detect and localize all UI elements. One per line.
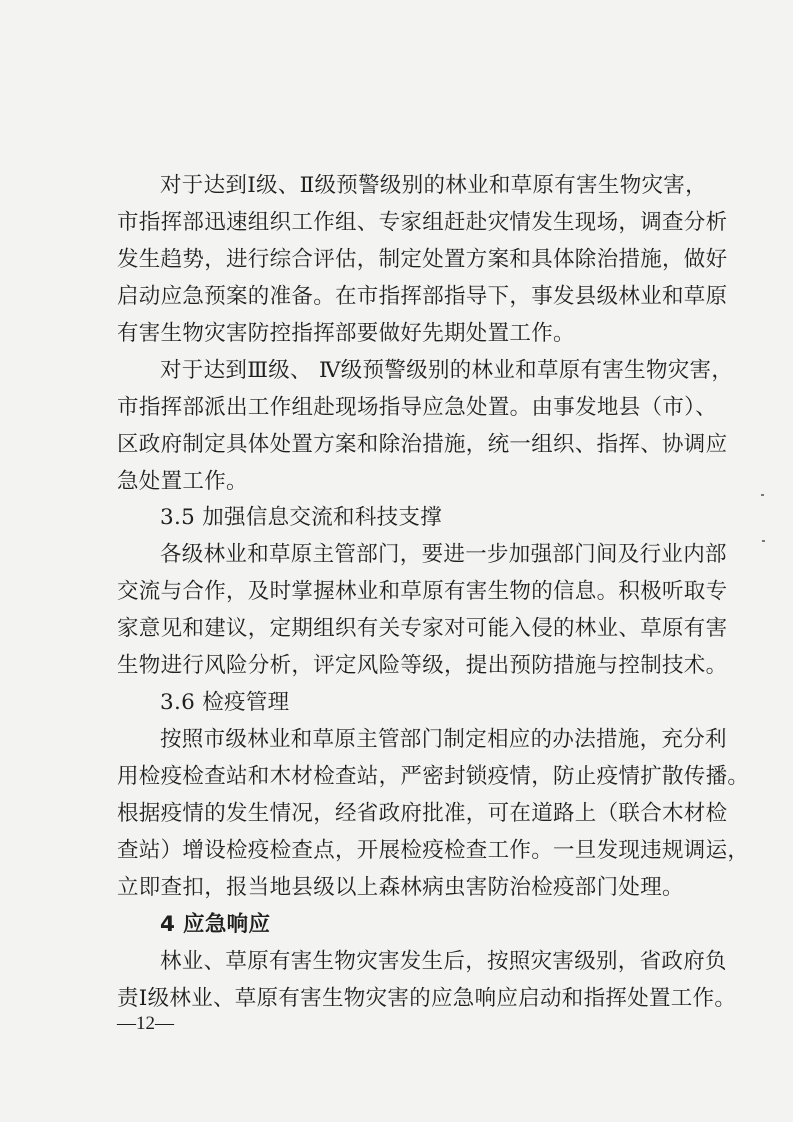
paragraph-line: 用检疫检查站和木材检查站，严密封锁疫情，防止疫情扩散传播。 [117,764,750,789]
paragraph-line: 家意见和建议，定期组织有关专家对可能入侵的林业、草原有害 [117,616,728,641]
section-heading-3-5: 3.5 加强信息交流和科技支撑 [160,505,443,530]
paragraph-line: 有害生物灾害防控指挥部要做好先期处置工作。 [117,321,575,346]
paragraph-line: 急处置工作。 [117,469,248,494]
paragraph-line: 对于达到Ⅲ级、 Ⅳ级预警级别的林业和草原有害生物灾害， [160,358,734,383]
paragraph-line: 根据疫情的发生情况，经省政府批准，可在道路上（联合木材检 [117,801,728,826]
paragraph-line: 生物进行风险分析，评定风险等级，提出预防措施与控制技术。 [117,653,728,678]
paragraph-line: 启动应急预案的准备。在市指挥部指导下，事发县级林业和草原 [117,284,728,309]
paragraph-line: 立即查扣，报当地县级以上森林病虫害防治检疫部门处理。 [117,875,684,900]
scan-speck [762,540,765,542]
paragraph-line: 交流与合作，及时掌握林业和草原有害生物的信息。积极听取专 [117,579,728,604]
page-number: —12— [117,1013,174,1034]
paragraph-line: 市指挥部派出工作组赴现场指导应急处置。由事发地县（市）、 [117,395,717,420]
paragraph-line: 责Ⅰ级林业、草原有害生物灾害的应急响应启动和指挥处置工作。 [117,986,737,1011]
paragraph-line: 区政府制定具体处置方案和除治措施，统一组织、指挥、协调应 [117,432,728,457]
paragraph-line: 各级林业和草原主管部门，要进一步加强部门间及行业内部 [160,542,727,567]
paragraph-line: 发生趋势，进行综合评估，制定处置方案和具体除治措施，做好 [117,247,728,272]
section-heading-4: 4 应急响应 [160,912,271,937]
paragraph-line: 查站）增设检疫检查点，开展检疫检查工作。一旦发现违规调运， [117,838,750,863]
paragraph-line: 按照市级林业和草原主管部门制定相应的办法措施，充分利 [160,727,727,752]
paragraph-line: 市指挥部迅速组织工作组、专家组赶赴灾情发生现场，调查分析 [117,210,728,235]
scan-speck [761,494,764,496]
section-heading-3-6: 3.6 检疫管理 [160,690,290,715]
paragraph-line: 林业、草原有害生物灾害发生后，按照灾害级别，省政府负 [160,949,727,974]
paragraph-line: 对于达到Ⅰ级、Ⅱ级预警级别的林业和草原有害生物灾害， [160,173,707,198]
